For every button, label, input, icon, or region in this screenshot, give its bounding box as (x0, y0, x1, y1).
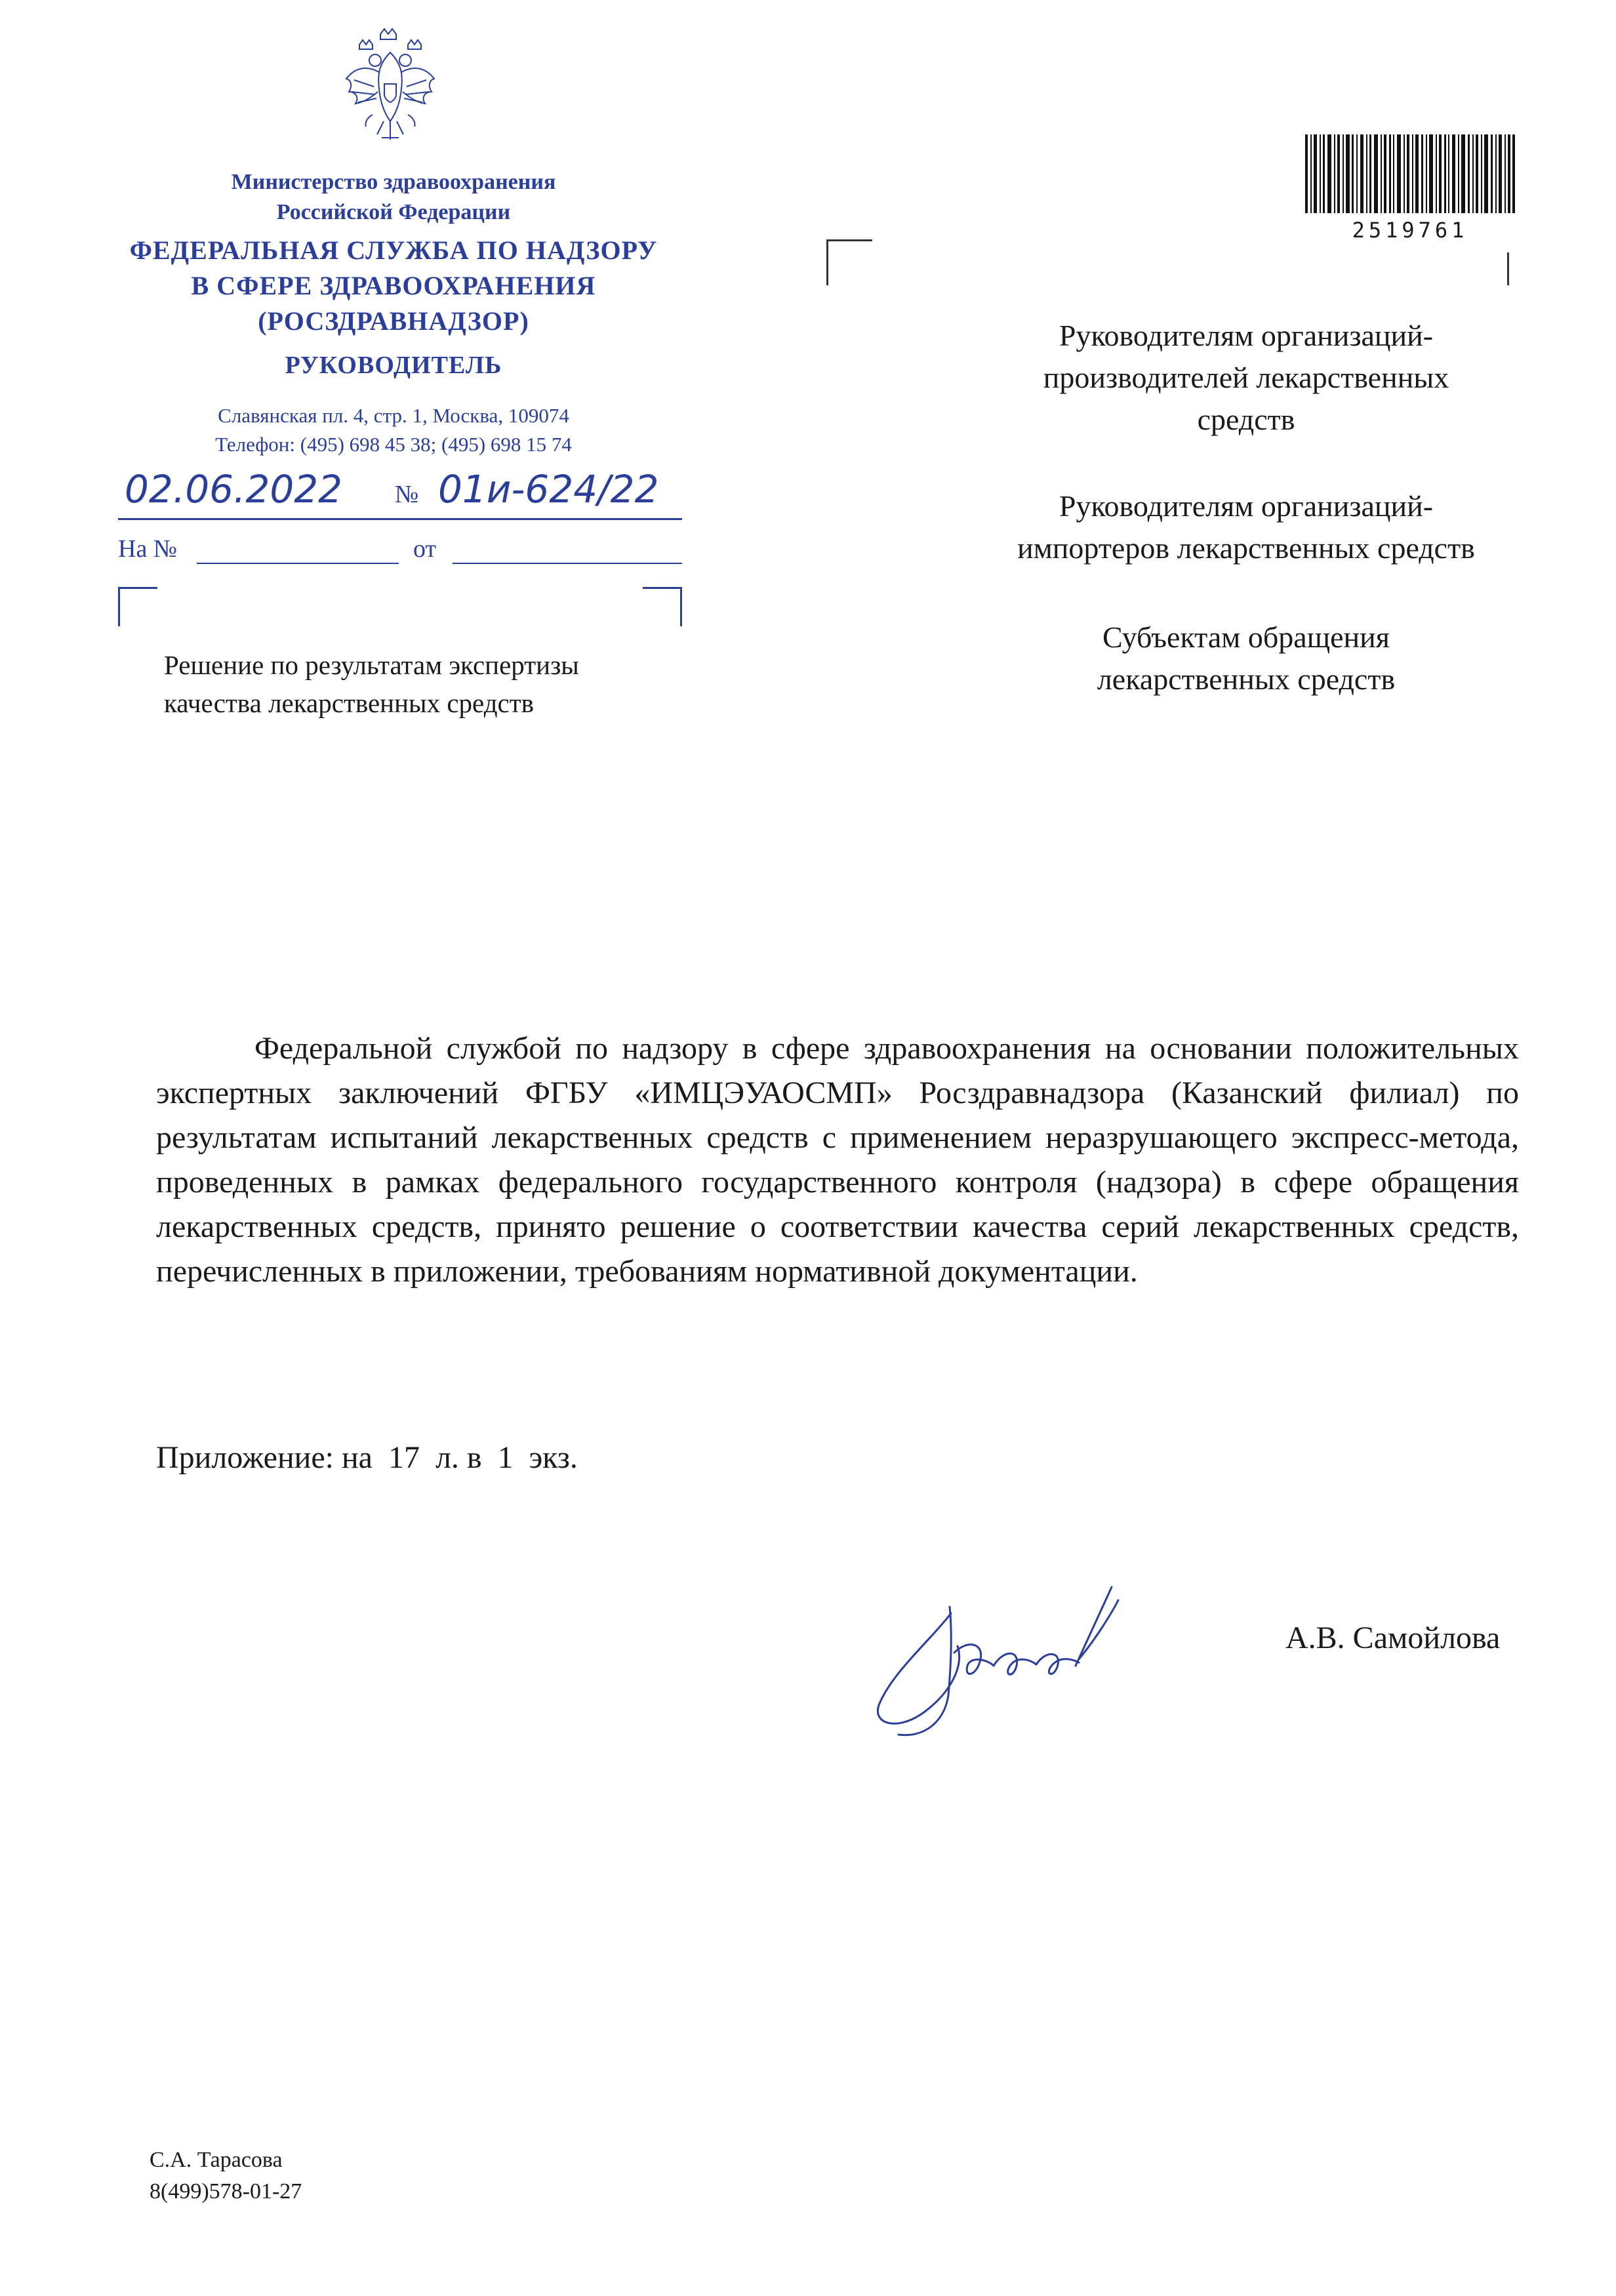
addressee-line: лекарственных средств (1097, 662, 1396, 696)
addressee-line: Субъектам обращения (1102, 620, 1390, 654)
corner-mark (680, 587, 682, 626)
addressee-subjects (918, 616, 1574, 700)
subject-line2: качества лекарственных средств (164, 688, 535, 718)
ref-date-line (453, 563, 682, 564)
signature-icon (853, 1561, 1154, 1758)
ministry-name (125, 167, 662, 228)
corner-mark (118, 587, 120, 626)
executor-phone: 8(499)578-01-27 (150, 2179, 302, 2204)
coat-of-arms-icon (341, 26, 439, 151)
executor-name: С.А. Тарасова (150, 2148, 283, 2172)
appendix-line: Приложение: на 17 л. в 1 экз. (156, 1440, 578, 1475)
signer-name: А.В. Самойлова (1285, 1621, 1501, 1655)
addressee-line: импортеров лекарственных средств (1017, 531, 1475, 565)
ref-number-line (197, 563, 399, 564)
address-block (125, 401, 662, 459)
ref-prefix: На № (118, 535, 178, 563)
ministry-line1: Министерство здравоохранения (231, 170, 556, 194)
addressee-line: средств (1197, 403, 1295, 436)
phone: Телефон: (495) 698 45 38; (495) 698 15 74 (215, 433, 572, 456)
subject (164, 646, 754, 722)
addressee-line: производителей лекарственных (1043, 361, 1449, 394)
addressee-line: Руководителям организаций- (1059, 319, 1434, 352)
addressee-line: Руководителям организаций- (1059, 489, 1434, 523)
number-handwritten: 01и-624/22 (438, 467, 659, 512)
head-title: РУКОВОДИТЕЛЬ (285, 352, 502, 379)
address: Славянская пл. 4, стр. 1, Москва, 109074 (218, 404, 569, 427)
date-number-line (118, 518, 682, 520)
service-line1: ФЕДЕРАЛЬНАЯ СЛУЖБА ПО НАДЗОРУ (129, 235, 658, 265)
corner-mark (643, 587, 682, 589)
barcode-icon (1305, 134, 1515, 213)
corner-mark (118, 587, 157, 589)
executor-block (150, 2145, 302, 2207)
ministry-line2: Российской Федерации (276, 200, 511, 224)
date-handwritten: 02.06.2022 (125, 467, 343, 512)
corner-mark (826, 239, 828, 285)
service-line2: В СФЕРЕ ЗДРАВООХРАНЕНИЯ (191, 271, 596, 300)
number-sign: № (395, 481, 419, 508)
corner-mark (826, 239, 872, 241)
service-line3: (РОСЗДРАВНАДЗОР) (258, 306, 529, 336)
body-paragraph: Федеральной службой по надзору в сфере здравоохранения на основании положительных экспертных заключений ФГБУ «ИМЦЭУАОСМП» Росздравнадзора (Казанский филиал) по результатам испытаний лекарственных средств с применением неразрушающего экспресс-метода, проведенных в рамках федерального государственного контроля (надзора) в сфере обращения лекарственных средств, принято решение о соответствии качества серий лекарственных средств, перечисленных в приложении, требованиям нормативной документации. (156, 1031, 1519, 1289)
ref-from: от (413, 535, 437, 563)
barcode-number: 2519761 (1352, 218, 1468, 243)
addressee-importers (918, 485, 1574, 569)
corner-mark (1507, 252, 1509, 285)
subject-line1: Решение по результатам экспертизы (164, 650, 579, 680)
service-name (85, 233, 702, 339)
addressee-producers (918, 315, 1574, 441)
